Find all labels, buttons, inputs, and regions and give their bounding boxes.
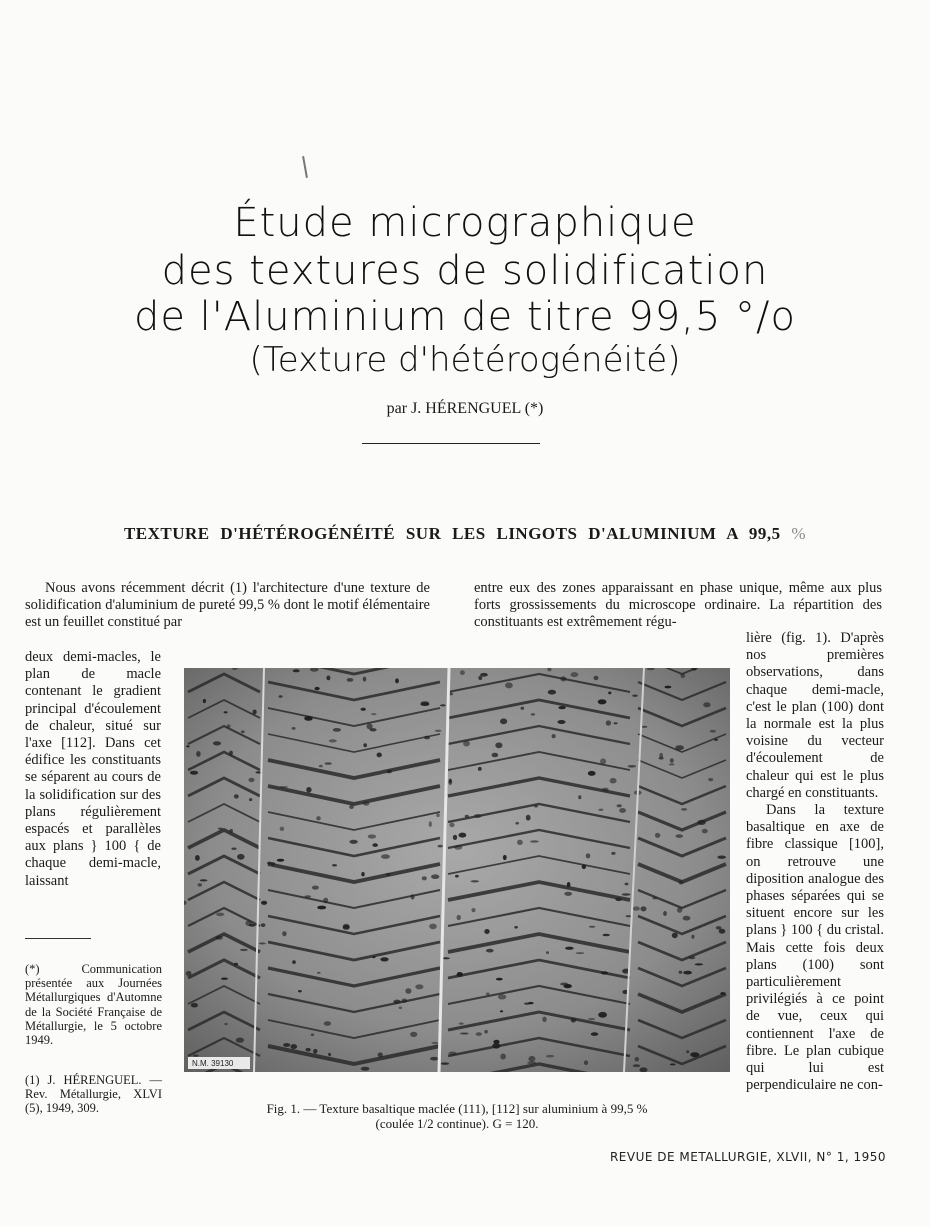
author-byline: par J. HÉRENGUEL (*) [386,400,544,417]
figure-caption [184,1101,730,1131]
scan-mark [302,156,308,178]
figure-caption-line-1: Fig. 1. — Texture basaltique maclée (111), [112] sur aluminium à 99,5 % [266,1101,648,1116]
micrograph-image [184,668,730,1072]
body-col2-paragraph-2: Dans la texture basaltique en axe de fibre classique [100], on retrouve une diposition analogue des phases séparées qui se situent encore sur les plans } 100 { du cristal. Mais cette fois deux plans (100) sont particulièrement privilégiés à ce point de vue, ceux qui contiennent l'axe de fibre. Le plan cubique qui lui est perpendiculaire ne con- [746,802,884,1094]
title-line-2: des textures de solidification [161,248,769,294]
body-col2-full: entre eux des zones apparaissant en phase unique, même aux plus forts grossissements du microscope ordinaire. La répartition des constituants est extrêmement régu- [474,580,882,631]
title-subtitle: (Texture d'hétérogénéité) [249,340,681,380]
section-heading-percent: % [791,524,807,543]
section-heading [0,524,930,544]
figure-stamp: N.M. 39130 [192,1059,234,1068]
body-col1-full: Nous avons récemment décrit (1) l'architecture d'une texture de solidification d'aluminium de pureté 99,5 % dont le motif élémentaire est un feuillet constitué par [25,580,430,631]
figure-caption-line-2: (coulée 1/2 continue). G = 120. [375,1116,539,1131]
footnote-1: (*) Communication présentée aux Journées Métallurgiques d'Automne de la Société Française de Métallurgie, le 5 octobre 1949. [25,962,162,1048]
body-col1-narrow: deux demi-macles, le plan de macle contenant le gradient principal d'écoulement de chaleur, situé sur l'axe [112]. Dans cet édifice les constituants se séparent au cours de la solidification sur des plans régulièrement espacés et parallèles aux plans } 100 { de chaque demi-macle, laissant [25,649,161,889]
title-line-3: de l'Aluminium de titre 99,5 °/o [133,294,797,340]
title-line-1: Étude micrographique [233,200,697,246]
footnote-2: (1) J. HÉRENGUEL. — Rev. Métallurgie, XLVI (5), 1949, 309. [25,1073,162,1116]
micrograph-figure [184,668,730,1072]
journal-footer: REVUE DE METALLURGIE, XLVII, N° 1, 1950 [609,1150,886,1164]
body-col2-narrow [746,630,884,1094]
body-col2-paragraph-1: lière (fig. 1). D'après nos premières observations, dans chaque demi-macle, c'est le plan (100) dont la normale est la plus voisine du vecteur d'écoulement de chaleur qui est le plus chargé en constituants. [746,630,884,801]
title-rule [362,443,540,444]
section-heading-text: TEXTURE D'HÉTÉROGÉNÉITÉ SUR LES LINGOTS D'ALUMINIUM A 99,5 [123,524,781,543]
footnote-rule [25,938,91,939]
